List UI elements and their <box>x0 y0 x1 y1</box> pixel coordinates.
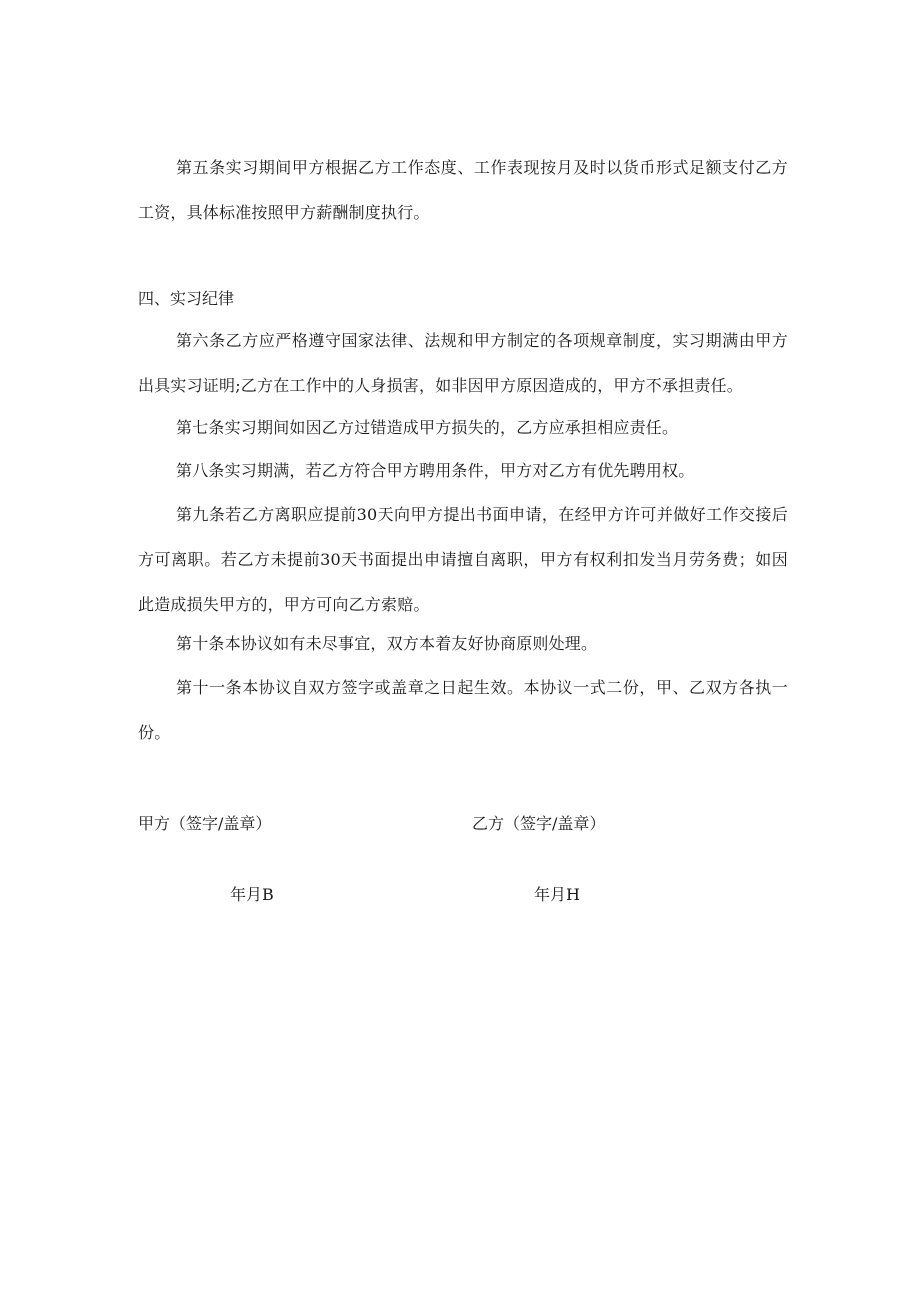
article-5: 第五条实习期间甲方根据乙方工作态度、工作表现按月及时以货币形式足额支付乙方工资，具体标准按照甲方薪酬制度执行。 <box>138 158 788 222</box>
article-9: 第九条若乙方离职应提前30天向甲方提出书面申请，在经甲方许可并做好工作交接后方可离职。若乙方未提前30天书面提出申请擅自离职，甲方有权利扣发当月劳务费；如因此造成损失甲方的，甲方可向乙方索赔。 <box>138 505 788 614</box>
article-10: 第十条本协议如有未尽事宜，双方本着友好协商原则处理。 <box>176 634 598 653</box>
section-heading-discipline: 四、实习纪律 <box>138 289 235 308</box>
article-8: 第八条实习期满，若乙方符合甲方聘用条件，甲方对乙方有优先聘用权。 <box>176 461 695 480</box>
article-11: 第十一条本协议自双方签字或盖章之日起生效。本协议一式二份，甲、乙双方各执一份。 <box>138 678 788 742</box>
party-b-date-label: 年月H <box>534 885 580 904</box>
article-6: 第六条乙方应严格遵守国家法律、法规和甲方制定的各项规章制度，实习期满由甲方出具实习证明;乙方在工作中的人身损害，如非因甲方原因造成的，甲方不承担责任。 <box>138 331 788 395</box>
party-b-signature-label: 乙方（签字/盖章） <box>472 814 606 833</box>
party-a-date-label: 年月B <box>230 885 274 904</box>
party-a-signature-label: 甲方（签字/盖章） <box>138 814 272 833</box>
article-7: 第七条实习期间如因乙方过错造成甲方损失的，乙方应承担相应责任。 <box>176 418 679 437</box>
